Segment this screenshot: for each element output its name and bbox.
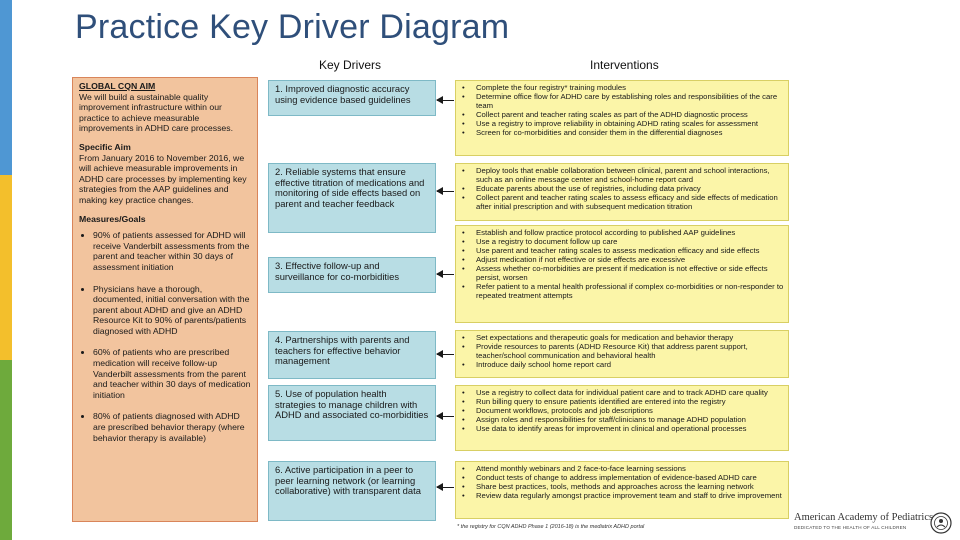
arrow-left-5 <box>437 416 454 417</box>
measures-list <box>79 230 251 443</box>
intervention-item: • Deploy tools that enable collaboration between clinical, parent and school interactions, such as an online message center and school-home report card <box>476 166 784 184</box>
intervention-item: • Use a registry to improve reliability in obtaining ADHD rating scales for assessment <box>476 119 784 128</box>
intervention-item: • Use a registry to document follow up care <box>476 237 784 246</box>
intervention-item: • Educate parents about the use of registries, including data privacy <box>476 184 784 193</box>
intervention-item: • Introduce daily school home report card <box>476 360 784 369</box>
key-driver-3: 3. Effective follow-up and surveillance for co-morbidities <box>268 257 436 293</box>
intervention-item: • Review data regularly amongst practice improvement team and staff to drive improvement <box>476 491 784 500</box>
key-driver-2: 2. Reliable systems that ensure effective titration of medications and monitoring of side effects based on parent and teacher feedback <box>268 163 436 233</box>
key-driver-5: 5. Use of population health strategies to manage children with ADHD and associated co-morbidities <box>268 385 436 441</box>
arrow-left-4 <box>437 354 454 355</box>
intervention-item: • Use parent and teacher rating scales to assess medication efficacy and side effects <box>476 246 784 255</box>
interventions-box-2 <box>455 163 789 221</box>
measure-item: • 90% of patients assessed for ADHD will receive Vanderbilt assessments from the parent and teacher within 30 days of assessment initiation <box>93 230 251 272</box>
arrow-left-2 <box>437 191 454 192</box>
intervention-item: • Run billing query to ensure patients identified are entered into the registry <box>476 397 784 406</box>
aap-logo <box>794 512 934 530</box>
left-accent-green <box>0 360 12 540</box>
arrow-left-3 <box>437 274 454 275</box>
logo-name: American Academy of Pediatrics <box>794 512 934 523</box>
interventions-box-4 <box>455 330 789 378</box>
intervention-item: • Collect parent and teacher rating scales to assess efficacy and side effects of medication after initial prescription and with subsequent medication titration <box>476 193 784 211</box>
measure-item: • Physicians have a thorough, documented, initial conversation with the parent about ADHD and give an ADHD Resource Kit to 90% of parents/patients diagnosed with ADHD <box>93 284 251 337</box>
intervention-item: • Set expectations and therapeutic goals for medication and behavior therapy <box>476 333 784 342</box>
interventions-box-5 <box>455 385 789 451</box>
intervention-item: • Determine office flow for ADHD care by establishing roles and responsibilities of the care team <box>476 92 784 110</box>
intervention-item: • Assign roles and responsibilities for staff/clinicians to manage ADHD population <box>476 415 784 424</box>
intervention-item: • Document workflows, protocols and job descriptions <box>476 406 784 415</box>
intervention-item: • Complete the four registry* training modules <box>476 83 784 92</box>
left-accent-blue <box>0 0 12 175</box>
interventions-box-6 <box>455 461 789 519</box>
intervention-item: • Provide resources to parents (ADHD Resource Kit) that address parent support, teacher/school communication and behavioral health <box>476 342 784 360</box>
key-driver-4: 4. Partnerships with parents and teachers for effective behavior management <box>268 331 436 379</box>
global-aim-heading: GLOBAL CQN AIM <box>79 81 156 91</box>
global-aim-text: We will build a sustainable quality improvement infrastructure within our practice to achieve measurable improvements in ADHD care processes. <box>79 91 234 134</box>
arrow-left-1 <box>437 100 454 101</box>
interventions-box-3 <box>455 225 789 323</box>
specific-aim-heading: Specific Aim <box>79 141 131 152</box>
aap-seal-icon <box>930 512 952 534</box>
intervention-item: • Establish and follow practice protocol according to published AAP guidelines <box>476 228 784 237</box>
intervention-item: • Use data to identify areas for improvement in clinical and operational processes <box>476 424 784 433</box>
intervention-item: • Conduct tests of change to address implementation of evidence-based ADHD care <box>476 473 784 482</box>
logo-tagline: DEDICATED TO THE HEALTH OF ALL CHILDREN <box>794 525 907 530</box>
key-drivers-header: Key Drivers <box>319 58 382 72</box>
measure-item: • 60% of patients who are prescribed medication will receive follow-up Vanderbilt assessments from the parent and teacher within 30 days of medication initiation <box>93 347 251 400</box>
intervention-item: • Adjust medication if not effective or side effects are excessive <box>476 255 784 264</box>
intervention-item: • Use a registry to collect data for individual patient care and to track ADHD care quality <box>476 388 784 397</box>
interventions-header: Interventions <box>590 58 659 72</box>
intervention-item: • Attend monthly webinars and 2 face-to-face learning sessions <box>476 464 784 473</box>
intervention-item: • Collect parent and teacher rating scales as part of the ADHD diagnostic process <box>476 110 784 119</box>
page-title: Practice Key Driver Diagram <box>75 8 510 46</box>
intervention-item: • Assess whether co-morbidities are present if medication is not effective or side effects persist, worsen <box>476 264 784 282</box>
measures-heading: Measures/Goals <box>79 213 146 224</box>
key-driver-6: 6. Active participation in a peer to peer learning network (or learning collaborative) with transparent data <box>268 461 436 521</box>
left-accent-yellow <box>0 175 12 360</box>
intervention-item: • Refer patient to a mental health professional if complex co-morbidities or non-responder to repeated treatment attempts <box>476 282 784 300</box>
intervention-item: • Share best practices, tools, methods and approaches across the learning network <box>476 482 784 491</box>
arrow-left-6 <box>437 487 454 488</box>
measure-item: • 80% of patients diagnosed with ADHD are prescribed behavior therapy (where behavior therapy is available) <box>93 411 251 443</box>
aim-panel <box>72 77 258 522</box>
registry-footnote: * the registry for CQN ADHD Phase 1 (2016-18) is the mediatrix ADHD portal <box>457 524 645 530</box>
key-driver-1: 1. Improved diagnostic accuracy using evidence based guidelines <box>268 80 436 116</box>
specific-aim-text: From January 2016 to November 2016, we will achieve measurable improvements in ADHD care processes by implementing key strategies from the AAP guidelines and making key practice changes. <box>79 152 247 205</box>
interventions-box-1 <box>455 80 789 156</box>
intervention-item: • Screen for co-morbidities and consider them in the differential diagnoses <box>476 128 784 137</box>
